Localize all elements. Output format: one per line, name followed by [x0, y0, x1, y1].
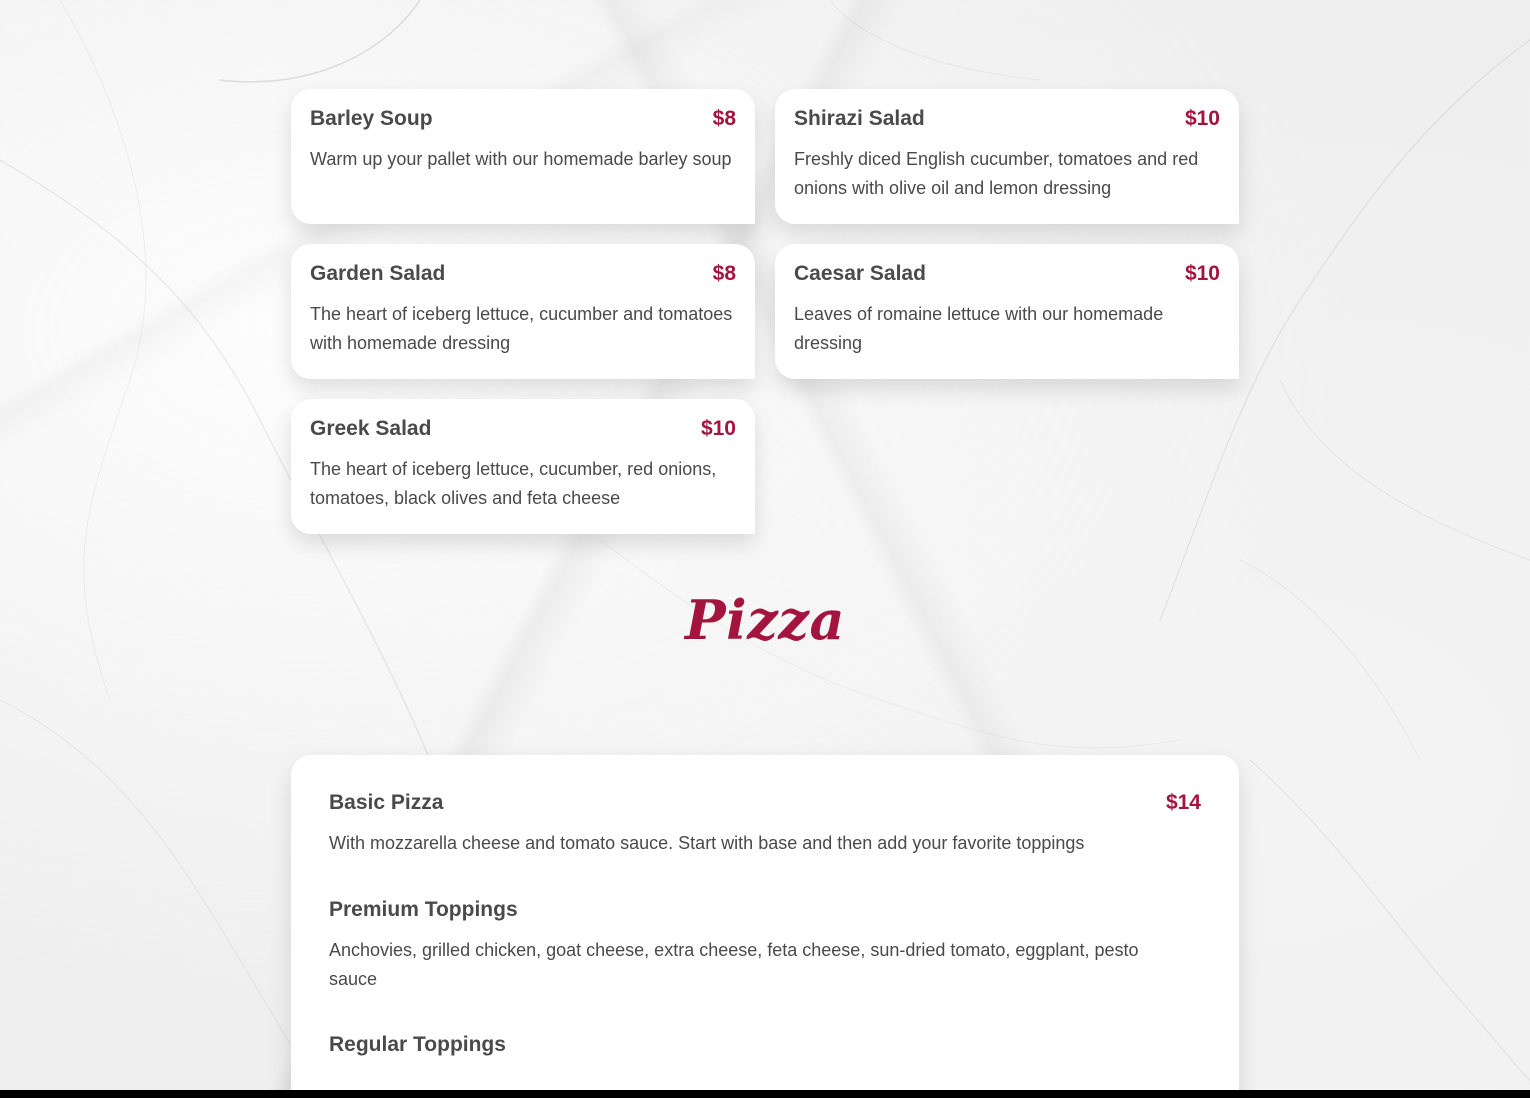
pizza-section-title: Pizza [685, 588, 845, 652]
regular-toppings-title: Regular Toppings [329, 1033, 506, 1056]
menu-item-description: The heart of iceberg lettuce, cucumber and tomatoes with homemade dressing [310, 304, 733, 353]
menu-item-description: Warm up your pallet with our homemade barley soup [310, 149, 732, 169]
menu-item-price: $10 [1184, 262, 1220, 285]
menu-grid [291, 89, 1239, 534]
menu-item-name: Greek Salad [310, 417, 432, 440]
menu-item-card [291, 244, 755, 379]
menu-item-card [291, 399, 755, 534]
menu-item-card [775, 244, 1239, 379]
menu-item-price: $8 [712, 262, 736, 285]
menu-item-name: Barley Soup [310, 107, 433, 130]
menu-item-card [291, 89, 755, 224]
premium-toppings-title: Premium Toppings [329, 898, 518, 921]
menu-item-price: $10 [1184, 107, 1220, 130]
menu-item-price: $8 [712, 107, 736, 130]
menu-item-card [775, 89, 1239, 224]
bottom-edge-bar [0, 1090, 1530, 1098]
pizza-card [291, 755, 1239, 1098]
menu-item-name: Shirazi Salad [794, 107, 925, 130]
menu-item-description: The heart of iceberg lettuce, cucumber, red onions, tomatoes, black olives and feta cheese [310, 459, 717, 508]
menu-item-name: Caesar Salad [794, 262, 926, 285]
menu-item-description: Leaves of romaine lettuce with our homemade dressing [794, 304, 1164, 353]
basic-pizza-description: With mozzarella cheese and tomato sauce. Start with base and then add your favorite toppings [329, 833, 1085, 853]
basic-pizza-name: Basic Pizza [329, 791, 444, 814]
menu-item-price: $10 [700, 417, 736, 440]
premium-toppings-description: Anchovies, grilled chicken, goat cheese, extra cheese, feta cheese, sun-dried tomato, eggplant, pesto sauce [329, 940, 1139, 989]
menu-item-description: Freshly diced English cucumber, tomatoes and red onions with olive oil and lemon dressing [794, 149, 1199, 198]
menu-item-name: Garden Salad [310, 262, 446, 285]
basic-pizza-price: $14 [1165, 791, 1201, 814]
